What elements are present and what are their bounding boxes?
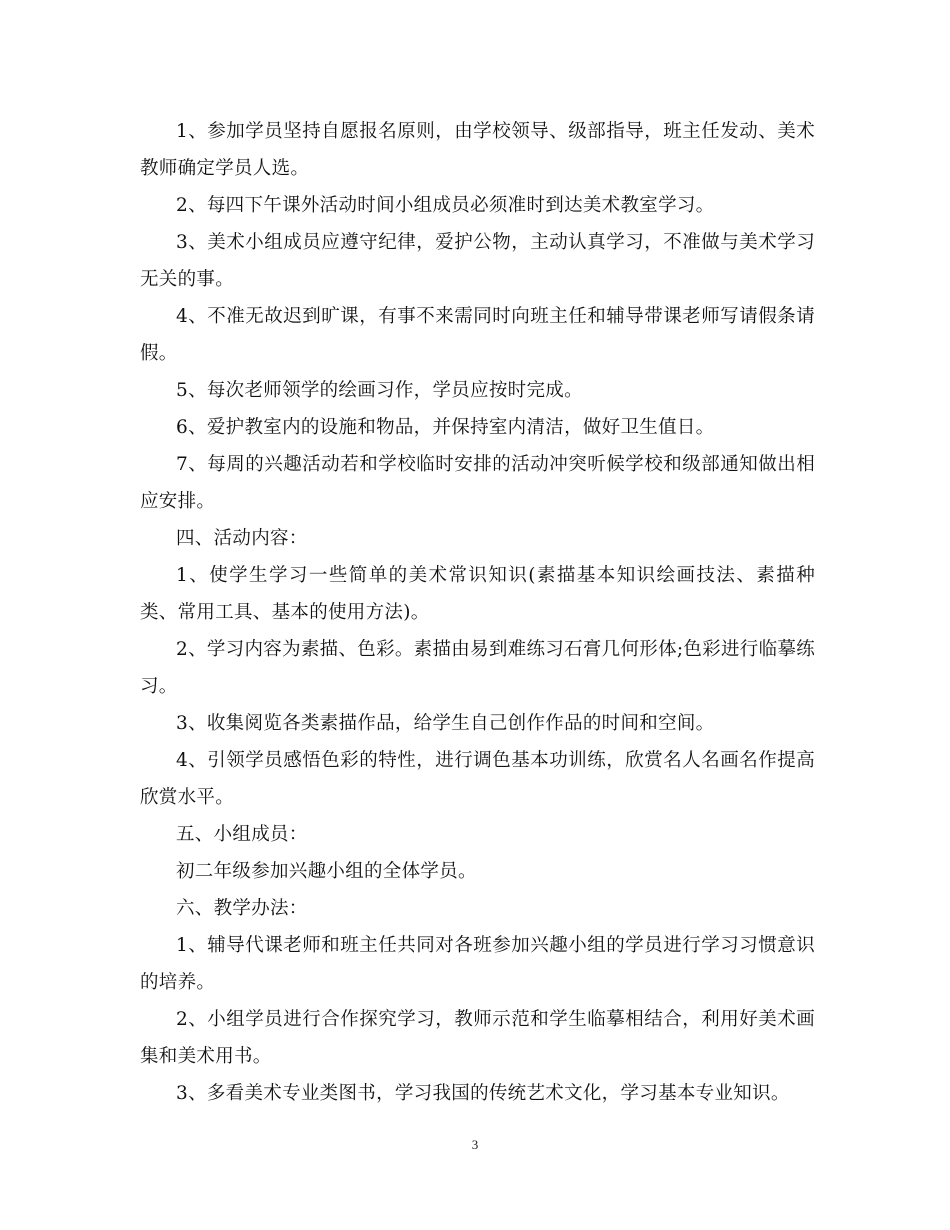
paragraph: 6、爱护教室内的设施和物品，并保持室内清洁，做好卫生值日。 bbox=[176, 417, 715, 438]
section-heading: 四、活动内容： bbox=[176, 528, 308, 549]
section-heading: 六、教学办法： bbox=[176, 898, 308, 919]
paragraph: 4、引领学员感悟色彩的特性，进行调色基本功训练，欣赏名人名画名作提高欣赏水平。 bbox=[140, 750, 815, 808]
paragraph: 1、使学生学习一些简单的美术常识知识(素描基本知识绘画技法、素描种类、常用工具、基本的使用方法)。 bbox=[140, 565, 815, 623]
paragraph: 2、小组学员进行合作探究学习，教师示范和学生临摹相结合，利用好美术画集和美术用书。 bbox=[140, 1009, 815, 1067]
paragraph: 4、不准无故迟到旷课，有事不来需同时向班主任和辅导带课老师写请假条请假。 bbox=[140, 306, 815, 364]
paragraph: 2、学习内容为素描、色彩。素描由易到难练习石膏几何形体;色彩进行临摹练习。 bbox=[140, 639, 816, 697]
paragraph: 7、每周的兴趣活动若和学校临时安排的活动冲突听候学校和级部通知做出相应安排。 bbox=[140, 454, 815, 512]
paragraph: 2、每四下午课外活动时间小组成员必须准时到达美术教室学习。 bbox=[176, 195, 715, 216]
paragraph: 3、收集阅览各类素描作品，给学生自己创作作品的时间和空间。 bbox=[176, 713, 715, 734]
document-body bbox=[140, 113, 815, 1112]
paragraph: 3、美术小组成员应遵守纪律，爱护公物，主动认真学习，不准做与美术学习无关的事。 bbox=[140, 232, 815, 290]
section-heading: 五、小组成员： bbox=[176, 824, 308, 845]
paragraph: 1、辅导代课老师和班主任共同对各班参加兴趣小组的学员进行学习习惯意识的培养。 bbox=[140, 935, 815, 993]
page-number: 3 bbox=[471, 1137, 479, 1152]
paragraph: 3、多看美术专业类图书，学习我国的传统艺术文化，学习基本专业知识。 bbox=[176, 1083, 790, 1104]
paragraph: 初二年级参加兴趣小组的全体学员。 bbox=[176, 861, 477, 882]
paragraph: 5、每次老师领学的绘画习作，学员应按时完成。 bbox=[176, 380, 583, 401]
paragraph: 1、参加学员坚持自愿报名原则，由学校领导、级部指导，班主任发动、美术教师确定学员人选。 bbox=[140, 121, 815, 179]
